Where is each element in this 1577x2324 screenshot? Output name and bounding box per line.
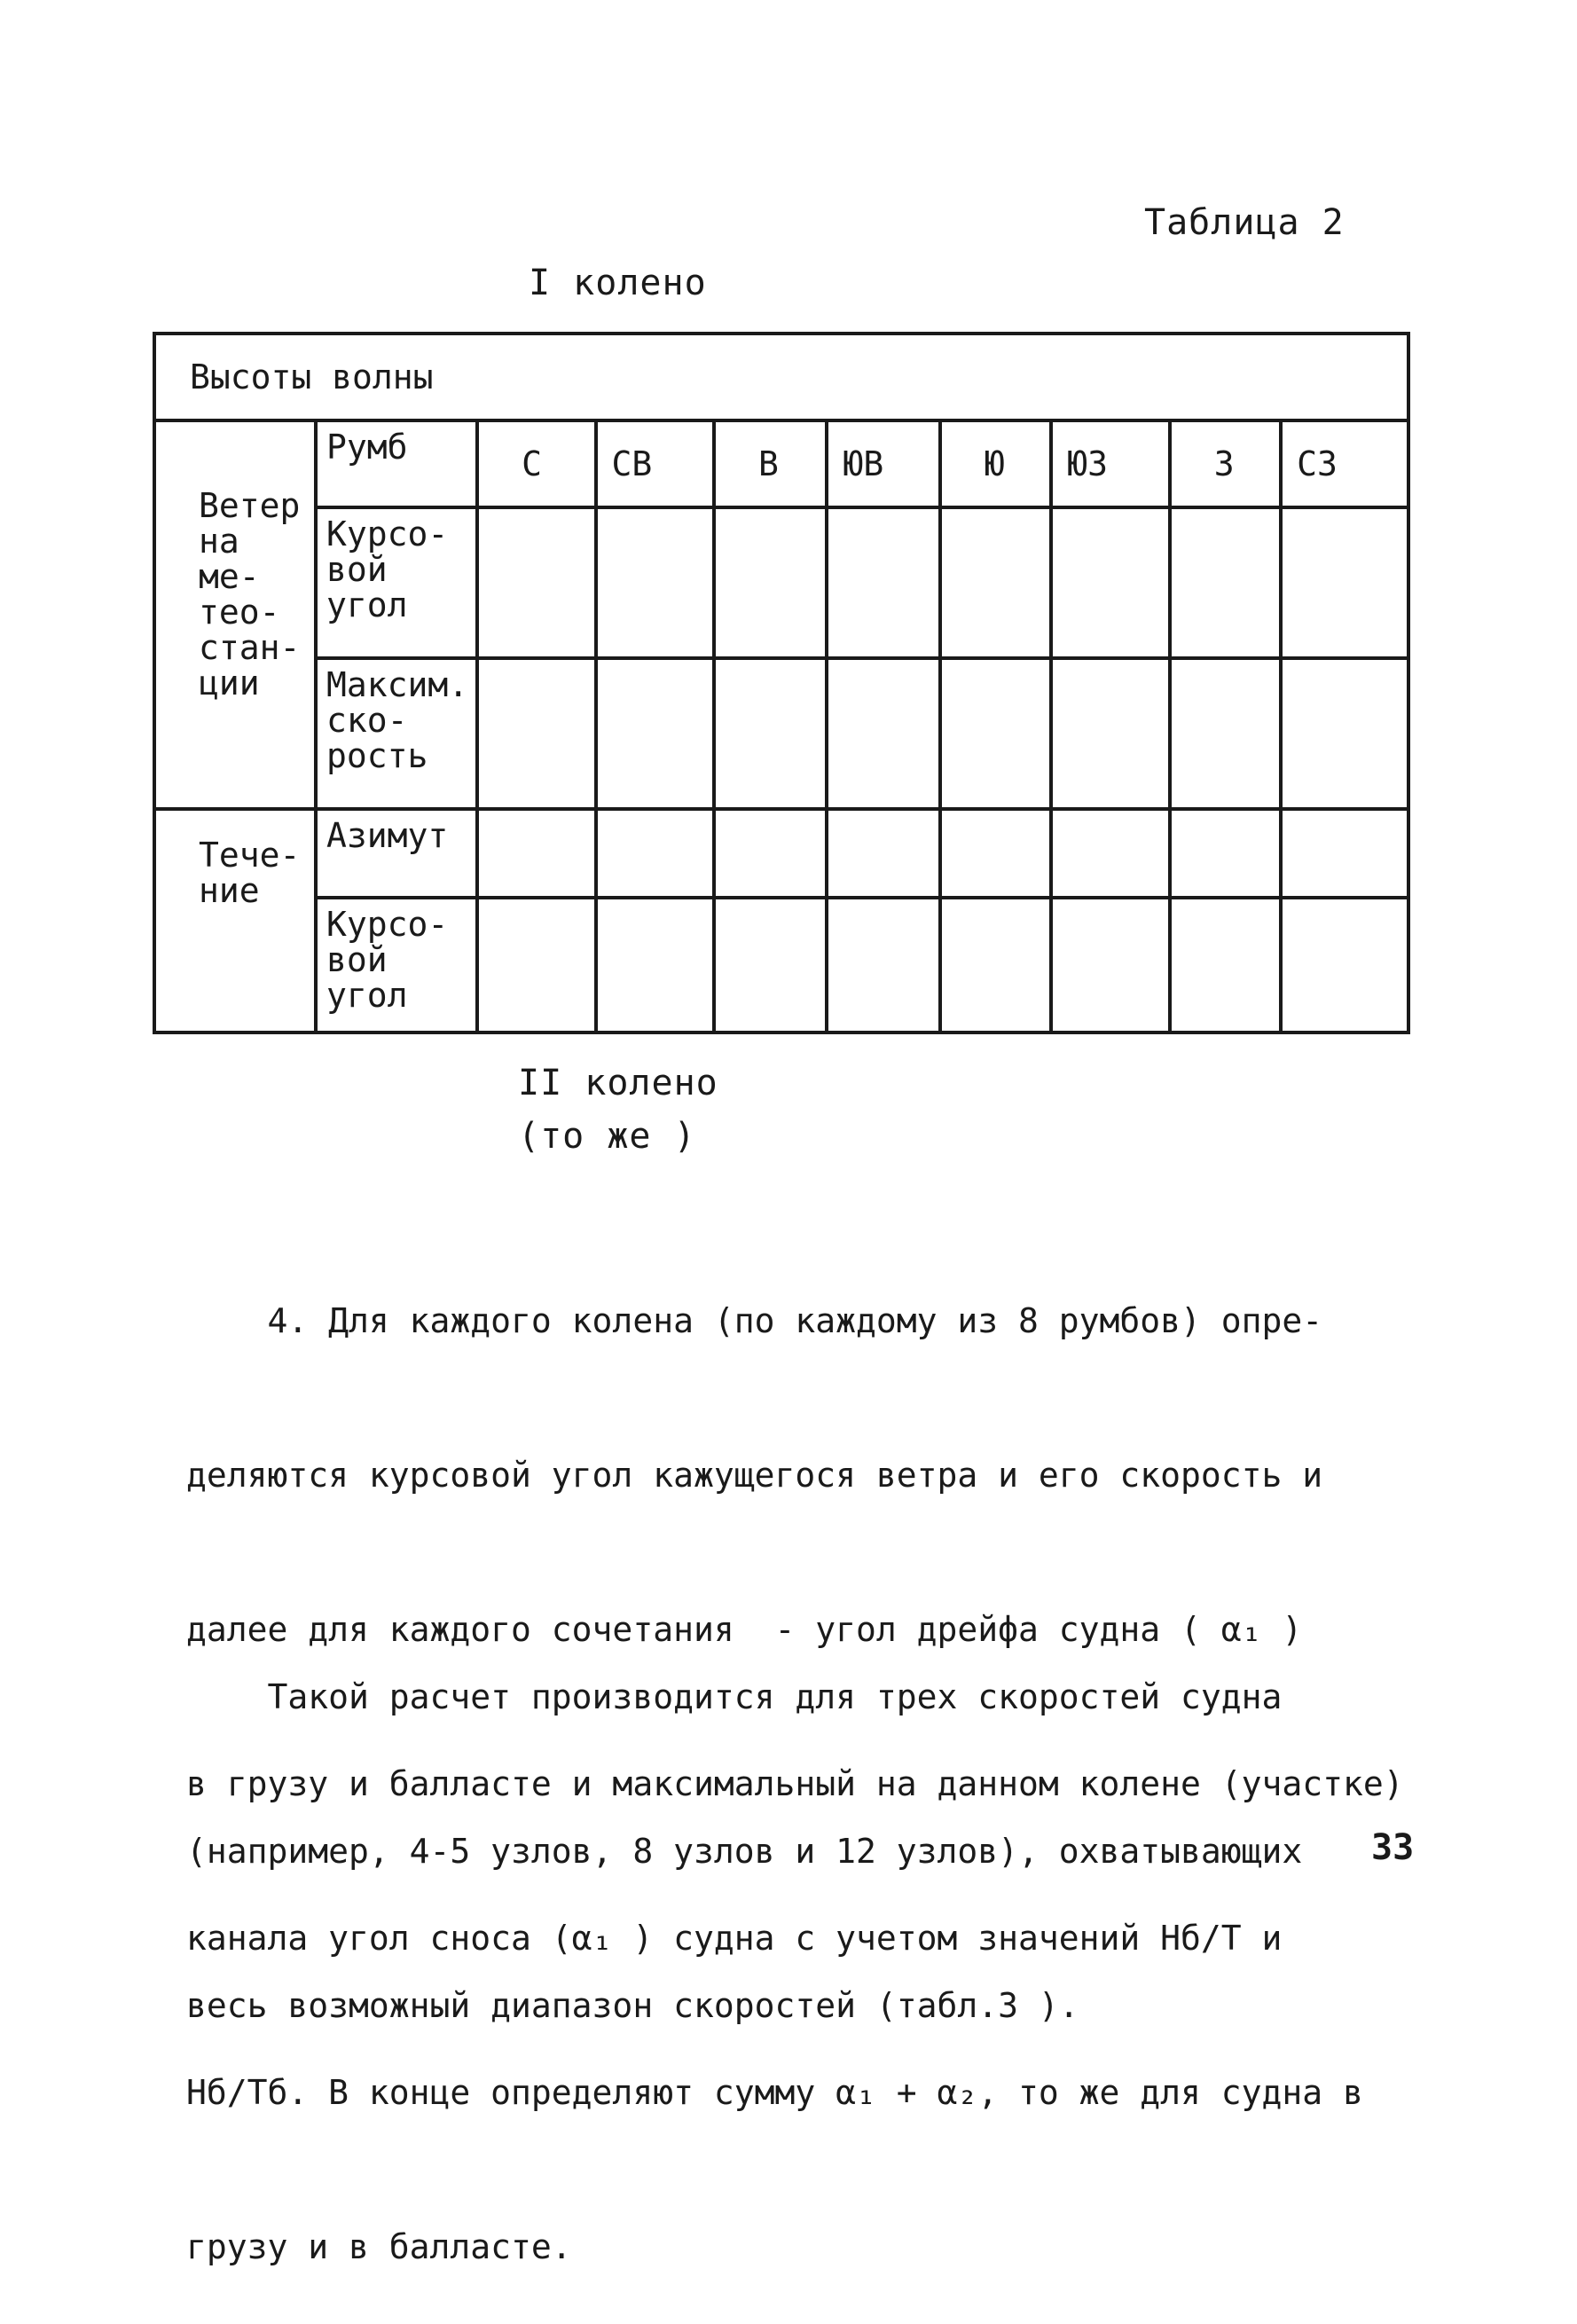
direction-header: ЮВ <box>827 420 939 507</box>
table-cell <box>1170 507 1281 658</box>
table-cell <box>596 507 714 658</box>
table-cell <box>596 809 714 898</box>
current-group-label: Тече- ние <box>154 809 316 1032</box>
table-cell <box>714 658 827 809</box>
direction-header: В <box>714 420 827 507</box>
table-cell <box>1281 507 1408 658</box>
wave-height-table <box>153 332 1410 1034</box>
page-number: 33 <box>1371 1827 1415 1868</box>
section-title-knee-2: II колено <box>518 1063 718 1103</box>
text-line: грузу и в балласте. <box>186 2227 572 2266</box>
direction-header: Ю <box>940 420 1051 507</box>
table-cell <box>1170 809 1281 898</box>
table-cell <box>1170 658 1281 809</box>
rumb-label: Румб <box>316 420 477 507</box>
table-cell <box>714 898 827 1032</box>
text-line: Hб/Тб. В конце определяют сумму α₁ + α₂, то же для судна в <box>186 2073 1363 2112</box>
table-cell <box>596 658 714 809</box>
table-cell <box>1281 809 1408 898</box>
table-cell <box>827 898 939 1032</box>
table-cell <box>940 809 1051 898</box>
table-cell <box>1281 898 1408 1032</box>
table-cell <box>714 507 827 658</box>
table-cell <box>1281 658 1408 809</box>
table-cell <box>1051 507 1169 658</box>
direction-header: ЮЗ <box>1051 420 1169 507</box>
text-line: весь возможный диапазон скоростей (табл.3 ). <box>186 1986 1079 2025</box>
table-cell <box>477 809 595 898</box>
table-cell <box>1170 898 1281 1032</box>
table-cell <box>477 658 595 809</box>
current-azimuth-label: Азимут <box>316 809 477 898</box>
current-course-angle-label: Курсо- вой угол <box>316 898 477 1032</box>
table-cell <box>714 809 827 898</box>
table-cell <box>827 507 939 658</box>
table-cell <box>1051 809 1169 898</box>
wind-course-angle-label: Курсо- вой угол <box>316 507 477 658</box>
text-line: далее для каждого сочетания - угол дрейфа судна ( α₁ ) <box>186 1610 1303 1649</box>
table-cell <box>827 658 939 809</box>
text-line: канала угол сноса (α₁ ) судна с учетом значений Hб/Т и <box>186 1919 1283 1958</box>
wave-heights-header: Высоты волны <box>154 334 1408 420</box>
paragraph-2 <box>186 1568 1302 2083</box>
text-line: деляются курсовой угол кажущегося ветра и его скорость и <box>186 1456 1323 1495</box>
table-cell <box>1051 898 1169 1032</box>
table-cell <box>596 898 714 1032</box>
wind-group-label: Ветер на ме- тео- стан- ции <box>154 420 316 809</box>
text-line: Такой расчет производится для трех скоростей судна <box>186 1677 1283 1716</box>
table-cell <box>940 507 1051 658</box>
section-title-knee-1: I колено <box>529 263 707 303</box>
direction-header: С <box>477 420 595 507</box>
wind-max-speed-label: Максим. ско- рость <box>316 658 477 809</box>
table-cell <box>940 898 1051 1032</box>
section-subtitle-knee-2: (то же ) <box>518 1116 696 1157</box>
table-cell <box>477 898 595 1032</box>
table-cell <box>1051 658 1169 809</box>
table-cell <box>477 507 595 658</box>
direction-header: СВ <box>596 420 714 507</box>
table-label: Таблица 2 <box>1144 202 1345 243</box>
text-line: (например, 4-5 узлов, 8 узлов и 12 узлов), охватывающих <box>186 1832 1303 1871</box>
text-line: 4. Для каждого колена (по каждому из 8 румбов) опре- <box>186 1301 1323 1340</box>
table-cell <box>940 658 1051 809</box>
table-cell <box>827 809 939 898</box>
direction-header: СЗ <box>1281 420 1408 507</box>
text-line: в грузу и балласте и максимальный на данном колене (участке) <box>186 1764 1404 1803</box>
direction-header: З <box>1170 420 1281 507</box>
